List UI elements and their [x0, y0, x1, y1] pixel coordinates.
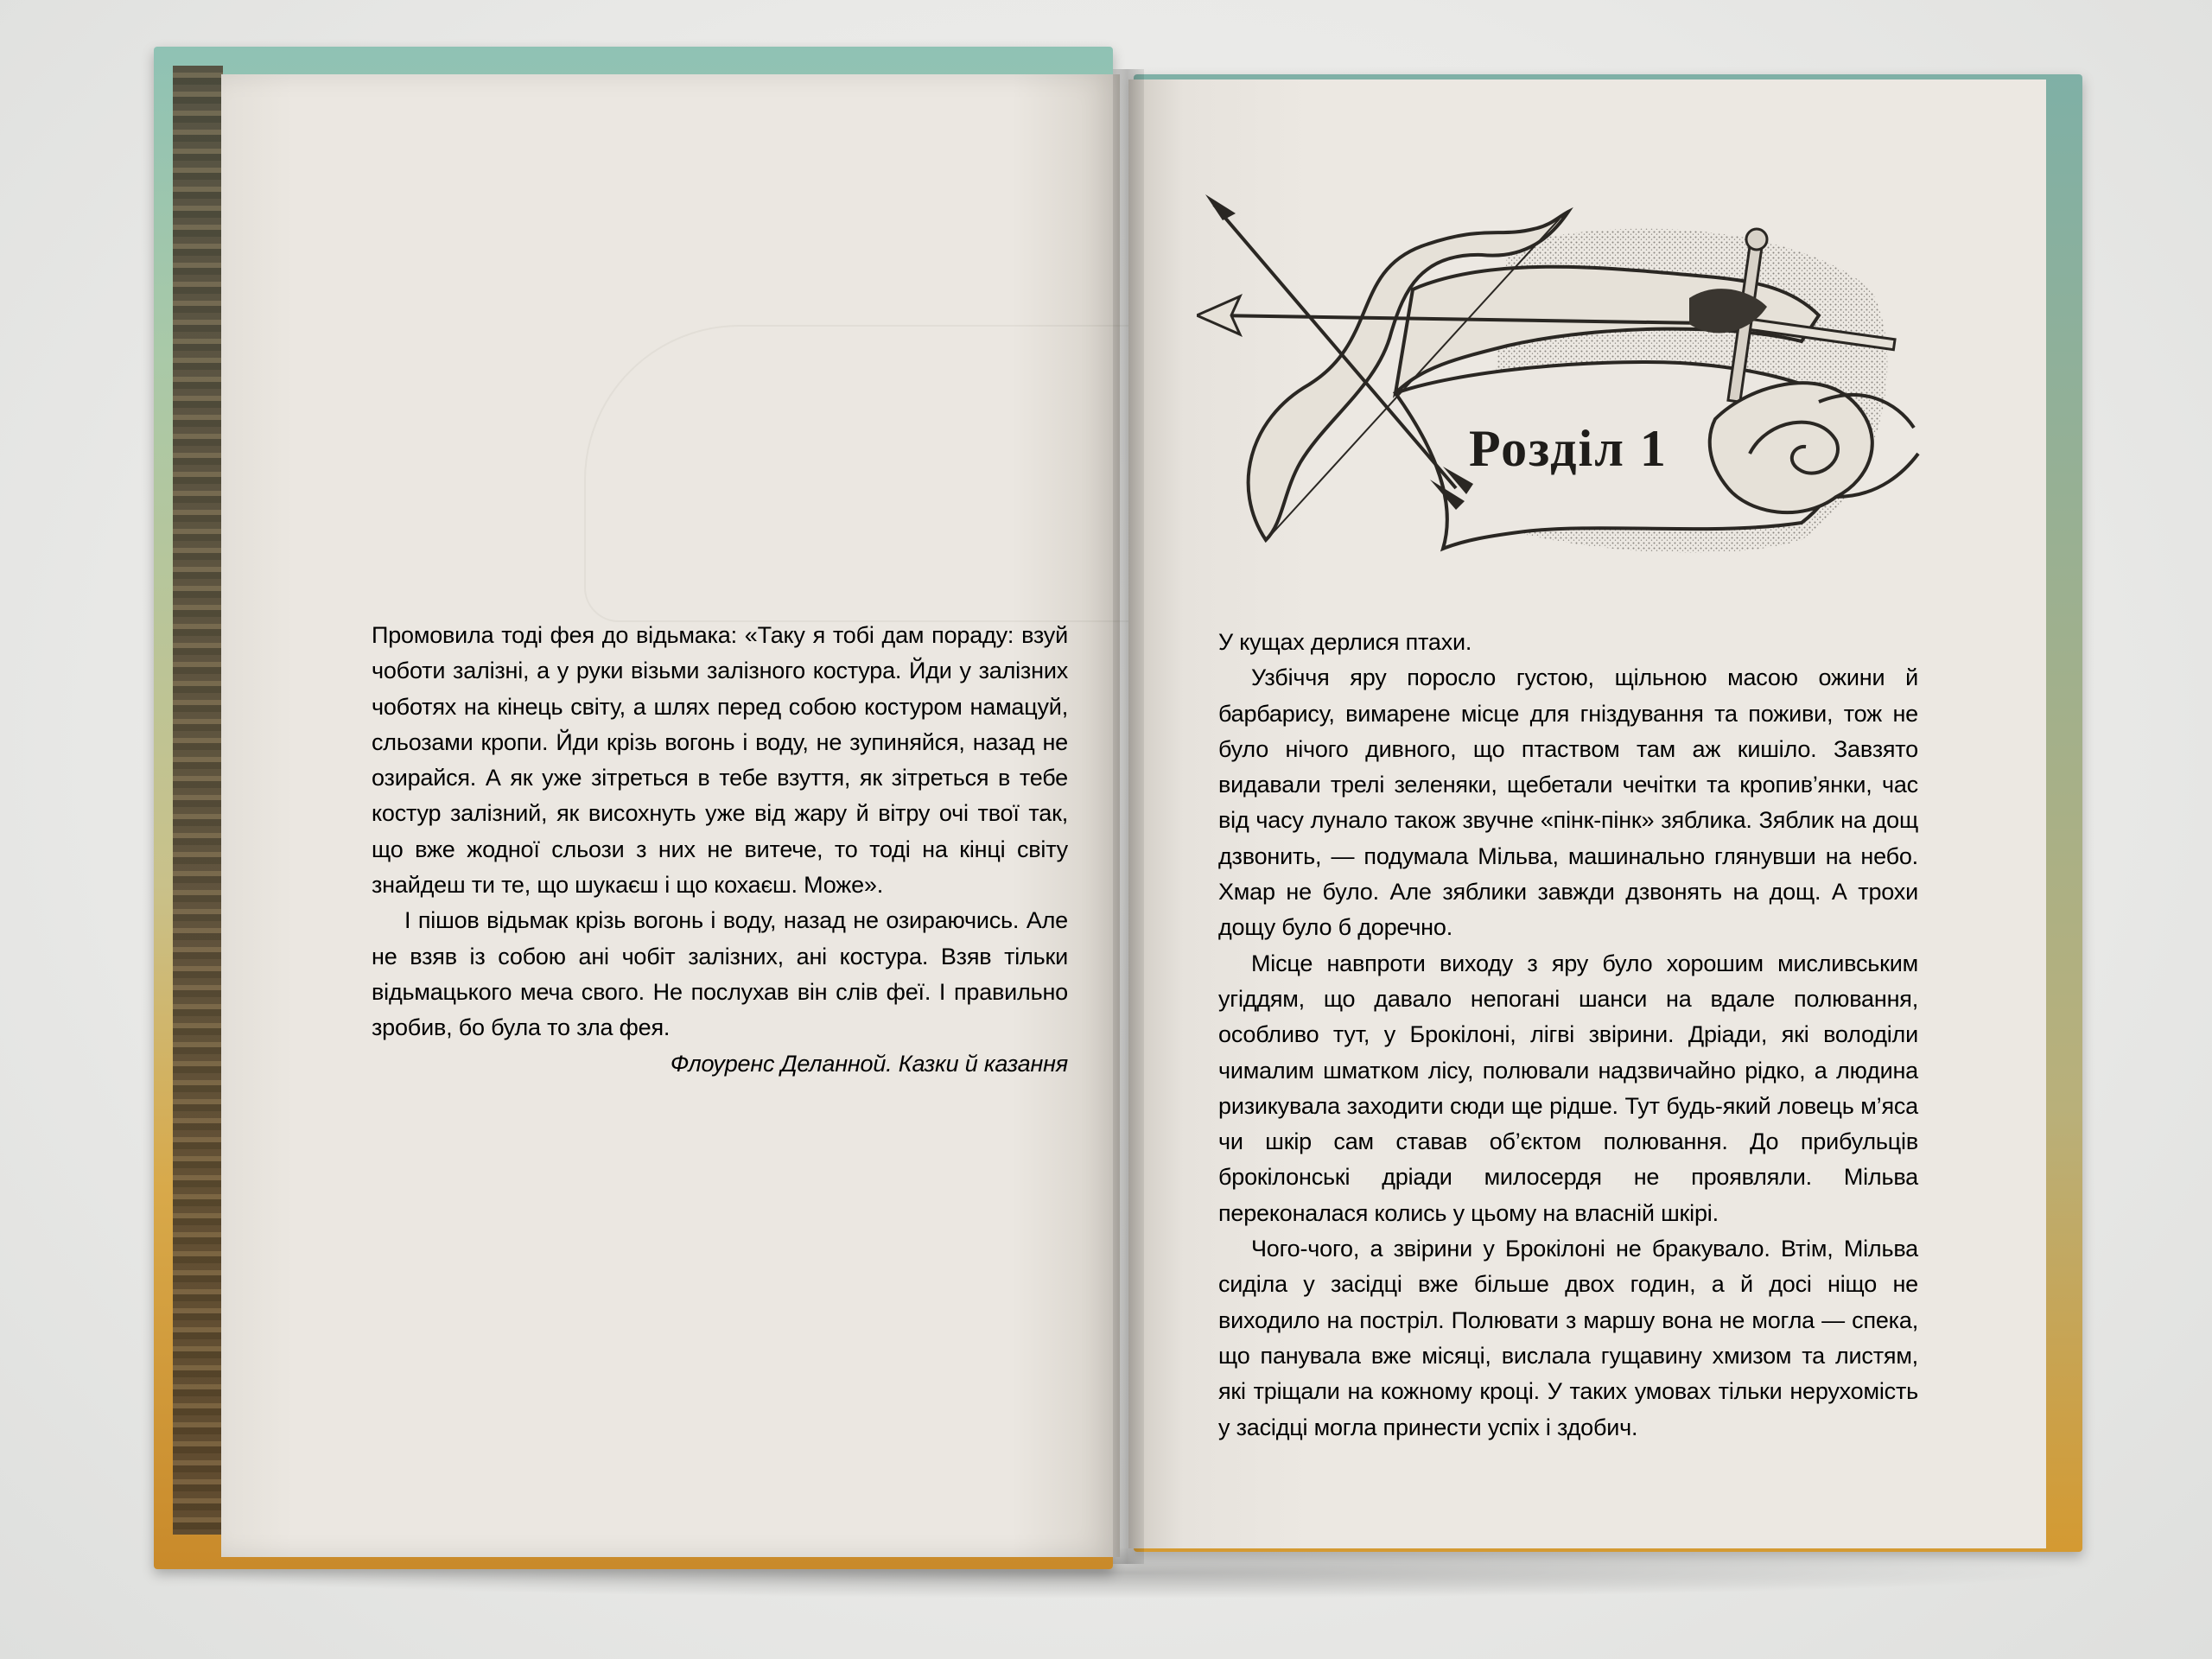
epigraph-attribution: Флоуренс Деланной. Казки й казання — [670, 1050, 1068, 1077]
body-paragraph: Узбіччя яру поросло густою, щільною масою ожини й барбарису, вимарене місце для гніздування та поживи, тож не було нічого дивного, що птаством там аж кишіло. Завзято видавали трелі зеленяки, щебетали чечітки та кропив’янки, час від часу лунало також звучне «пінк-пінк» зяблика. Зяблик на дощ дзвонить, — подумала Мільва, машинально глянувши на небо. Хмар не було. Але зяблики завжди дзвонять на дощ. А трохи дощу було б доречно. — [1218, 664, 1918, 941]
epigraph-paragraph: І пішов відьмак крізь вогонь і воду, назад не озираючись. Але не взяв із собою ані чобіт залізних, ані костура. Взяв тільки відьмацького меча свого. Не послухав він слів феї. І правильно зробив, бо була то зла фея. — [372, 907, 1068, 1041]
body-paragraph: У кущах дерлися птахи. — [1218, 629, 1472, 655]
epigraph-paragraph: Промовила тоді фея до відьмака: «Таку я тобі дам пораду: взуй чоботи залізні, а у руки візьми залізного костура. Йди у залізних чоботях на кінець світу, а шлях перед собою костуром намацуй, сльозами кропи. Йди крізь вогонь і воду, не зупиняйся, назад не озирайся. А як уже зітреться в тебе взуття, як зітреться в тебе костур залізний, як висохнуть уже від жару й вітру очі твої так, що вже жодної сльози з них не витече, то тоді на кінці світу знайдеш ти те, що шукаєш і що кохаєш. Може». — [372, 622, 1068, 899]
epigraph — [372, 618, 1068, 1082]
chapter-body — [1218, 625, 1918, 1446]
cover-ornament-border — [173, 66, 223, 1535]
bow-arrow-sword-banner-emblem — [1197, 194, 1923, 575]
body-paragraph: Чого-чого, а звірини у Брокілоні не бракувало. Втім, Мільва сиділа у засідці вже більше двох годин, а й досі ніщо не виходило на постріл. Полювати з маршу вона не могла — спека, що панувала вже місяці, вислала гущавину хмизом та листям, які тріщали на кожному кроці. У таких умовах тільки нерухомість у засідці могла принести успіх і здобич. — [1218, 1236, 1918, 1440]
chapter-title: Розділ 1 — [1469, 420, 1668, 477]
book-gutter — [1113, 69, 1144, 1564]
body-paragraph: Місце навпроти виходу з яру було хорошим мисливським угіддям, що давало непогані шанси на вдале полювання, особливо тут, у Брокілоні, лігві звірини. Дріади, які володіли чималим шматком лісу, полювали надзвичайно рідко, а людина ризикувала заходити сюди ще рідше. Тут будь-який ловець м’яса чи шкір сам ставав об’єктом полювання. До прибульців брокілонські дріади милосердя не проявляли. Мільва переконалася колись у цьому на власній шкірі. — [1218, 950, 1918, 1226]
